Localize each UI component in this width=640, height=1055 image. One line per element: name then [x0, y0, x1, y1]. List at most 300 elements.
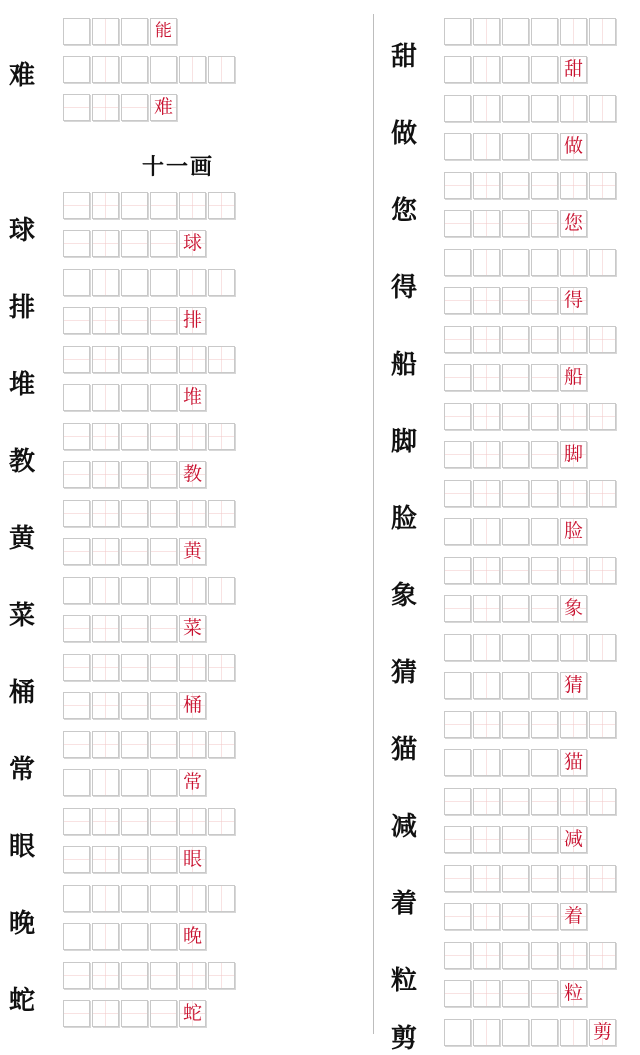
stroke-cell	[444, 326, 471, 353]
headword-char: 堆	[8, 370, 35, 400]
headword-char: 球	[8, 216, 35, 246]
stroke-cell	[121, 1000, 148, 1027]
stroke-glyph	[93, 1001, 118, 1026]
stroke-glyph	[151, 539, 176, 564]
stroke-glyph	[64, 655, 89, 680]
stroke-glyph	[474, 365, 499, 390]
stroke-glyph	[151, 308, 176, 333]
stroke-cell	[150, 56, 177, 83]
stroke-cell	[179, 962, 206, 989]
stroke-glyph	[64, 347, 89, 372]
stroke-glyph	[474, 134, 499, 159]
stroke-glyph	[64, 231, 89, 256]
stroke-cell	[444, 518, 471, 545]
stroke-cell	[473, 1019, 500, 1046]
stroke-glyph	[503, 635, 528, 660]
stroke-cell	[444, 788, 471, 815]
headword-char: 甜	[390, 42, 417, 72]
stroke-cell	[92, 654, 119, 681]
stroke-glyph	[445, 673, 470, 698]
stroke-row	[444, 249, 618, 276]
stroke-glyph	[151, 462, 176, 487]
stroke-cell	[473, 364, 500, 391]
stroke-cell	[179, 885, 206, 912]
stroke-cell	[589, 403, 616, 430]
stroke-cell	[208, 346, 235, 373]
stroke-cell	[444, 133, 471, 160]
stroke-glyph	[532, 866, 557, 891]
stroke-glyph: 教	[182, 463, 202, 485]
headword-char: 晚	[8, 909, 35, 939]
stroke-glyph	[474, 673, 499, 698]
stroke-cell	[473, 788, 500, 815]
stroke-cell	[150, 962, 177, 989]
stroke-glyph	[474, 250, 499, 275]
stroke-row	[444, 942, 618, 969]
stroke-glyph	[503, 827, 528, 852]
stroke-glyph	[561, 250, 586, 275]
stroke-glyph	[209, 578, 234, 603]
stroke-cell	[92, 500, 119, 527]
stroke-cell	[208, 654, 235, 681]
stroke-glyph	[93, 578, 118, 603]
stroke-cell	[121, 230, 148, 257]
stroke-cell	[92, 731, 119, 758]
stroke-glyph	[151, 809, 176, 834]
stroke-cell	[92, 423, 119, 450]
stroke-cell	[444, 56, 471, 83]
stroke-cell	[92, 346, 119, 373]
headword-char: 蛇	[8, 986, 35, 1016]
stroke-glyph	[122, 963, 147, 988]
stroke-cell	[473, 326, 500, 353]
stroke-glyph	[93, 385, 118, 410]
stroke-glyph	[445, 827, 470, 852]
stroke-glyph	[151, 616, 176, 641]
stroke-cell	[444, 1019, 471, 1046]
stroke-glyph	[561, 789, 586, 814]
stroke-glyph	[474, 712, 499, 737]
stroke-cell	[473, 403, 500, 430]
stroke-cell	[444, 249, 471, 276]
stroke-cell	[473, 441, 500, 468]
stroke-cell	[531, 133, 558, 160]
stroke-cell	[531, 749, 558, 776]
stroke-row	[444, 403, 618, 430]
stroke-cell	[63, 846, 90, 873]
stroke-cell	[121, 769, 148, 796]
stroke-glyph	[64, 539, 89, 564]
stroke-row	[63, 230, 208, 257]
stroke-glyph	[93, 193, 118, 218]
stroke-glyph	[445, 96, 470, 121]
stroke-cell	[502, 403, 529, 430]
stroke-cell	[473, 480, 500, 507]
stroke-row	[444, 364, 589, 391]
stroke-cell	[531, 95, 558, 122]
stroke-glyph	[532, 288, 557, 313]
stroke-glyph	[209, 424, 234, 449]
stroke-cell	[63, 731, 90, 758]
stroke-cell	[121, 346, 148, 373]
stroke-glyph: 您	[563, 212, 583, 234]
stroke-glyph	[474, 943, 499, 968]
headword-char: 排	[8, 293, 35, 323]
stroke-cell	[502, 711, 529, 738]
stroke-cell	[63, 423, 90, 450]
stroke-glyph	[64, 770, 89, 795]
stroke-cell	[92, 230, 119, 257]
stroke-cell	[502, 95, 529, 122]
stroke-glyph	[445, 19, 470, 44]
stroke-cell	[531, 980, 558, 1007]
stroke-row	[63, 18, 179, 45]
stroke-cell	[63, 56, 90, 83]
stroke-glyph: 球	[182, 232, 202, 254]
stroke-glyph	[590, 943, 615, 968]
stroke-row	[444, 634, 618, 661]
stroke-glyph	[503, 365, 528, 390]
stroke-glyph	[93, 809, 118, 834]
stroke-glyph	[64, 270, 89, 295]
stroke-row	[63, 692, 208, 719]
stroke-glyph	[151, 501, 176, 526]
stroke-cell	[150, 615, 177, 642]
stroke-glyph	[151, 578, 176, 603]
stroke-glyph: 堆	[182, 386, 202, 408]
stroke-cell	[121, 307, 148, 334]
stroke-glyph	[445, 596, 470, 621]
stroke-glyph	[122, 424, 147, 449]
stroke-row	[63, 577, 237, 604]
stroke-cell	[444, 441, 471, 468]
stroke-cell	[560, 95, 587, 122]
stroke-glyph	[503, 134, 528, 159]
stroke-cell	[473, 595, 500, 622]
stroke-glyph	[122, 308, 147, 333]
stroke-glyph	[151, 57, 176, 82]
stroke-glyph	[445, 712, 470, 737]
stroke-cell	[179, 307, 206, 334]
stroke-glyph	[503, 866, 528, 891]
stroke-cell	[560, 18, 587, 45]
stroke-row	[444, 865, 618, 892]
stroke-cell	[502, 865, 529, 892]
stroke-cell	[502, 749, 529, 776]
stroke-row	[444, 826, 589, 853]
stroke-row	[444, 788, 618, 815]
stroke-cell	[502, 557, 529, 584]
stroke-glyph	[122, 578, 147, 603]
stroke-glyph	[445, 134, 470, 159]
stroke-cell	[589, 711, 616, 738]
stroke-cell	[589, 1019, 616, 1046]
stroke-cell	[63, 962, 90, 989]
stroke-cell	[63, 769, 90, 796]
stroke-cell	[63, 18, 90, 45]
stroke-glyph	[93, 616, 118, 641]
stroke-glyph	[561, 1020, 586, 1045]
stroke-cell	[502, 56, 529, 83]
stroke-glyph	[180, 809, 205, 834]
stroke-glyph	[503, 750, 528, 775]
stroke-glyph	[503, 904, 528, 929]
stroke-cell	[560, 903, 587, 930]
stroke-glyph	[590, 712, 615, 737]
stroke-glyph	[122, 616, 147, 641]
stroke-cell	[473, 56, 500, 83]
stroke-cell	[531, 903, 558, 930]
stroke-glyph	[64, 385, 89, 410]
stroke-cell	[179, 269, 206, 296]
stroke-cell	[444, 287, 471, 314]
stroke-cell	[208, 269, 235, 296]
stroke-glyph	[122, 501, 147, 526]
stroke-cell	[589, 480, 616, 507]
stroke-row	[63, 423, 237, 450]
stroke-row	[444, 441, 589, 468]
stroke-cell	[150, 538, 177, 565]
stroke-glyph	[180, 886, 205, 911]
stroke-glyph	[474, 173, 499, 198]
stroke-row	[444, 711, 618, 738]
stroke-cell	[179, 461, 206, 488]
stroke-cell	[473, 95, 500, 122]
stroke-cell	[63, 230, 90, 257]
stroke-cell	[121, 500, 148, 527]
stroke-cell	[473, 210, 500, 237]
stroke-glyph	[209, 347, 234, 372]
stroke-cell	[150, 346, 177, 373]
stroke-cell	[92, 692, 119, 719]
stroke-cell	[150, 461, 177, 488]
stroke-glyph	[474, 19, 499, 44]
stroke-cell	[531, 56, 558, 83]
stroke-glyph	[532, 134, 557, 159]
stroke-cell	[121, 654, 148, 681]
stroke-cell	[121, 538, 148, 565]
headword-char: 脸	[390, 504, 417, 534]
stroke-row	[444, 172, 618, 199]
stroke-cell	[502, 287, 529, 314]
stroke-cell	[502, 518, 529, 545]
stroke-cell	[63, 538, 90, 565]
stroke-cell	[473, 942, 500, 969]
stroke-glyph	[93, 847, 118, 872]
stroke-cell	[473, 749, 500, 776]
stroke-glyph	[503, 327, 528, 352]
stroke-glyph	[503, 981, 528, 1006]
stroke-glyph	[474, 404, 499, 429]
stroke-glyph	[561, 712, 586, 737]
stroke-glyph	[93, 924, 118, 949]
stroke-cell	[589, 95, 616, 122]
stroke-cell	[179, 384, 206, 411]
stroke-glyph	[503, 712, 528, 737]
stroke-cell	[179, 500, 206, 527]
stroke-cell	[150, 500, 177, 527]
stroke-glyph	[532, 365, 557, 390]
stroke-glyph: 甜	[563, 58, 583, 80]
stroke-glyph	[445, 904, 470, 929]
stroke-glyph	[532, 558, 557, 583]
stroke-glyph: 脸	[563, 520, 583, 542]
stroke-glyph	[64, 616, 89, 641]
stroke-cell	[444, 865, 471, 892]
stroke-cell	[150, 769, 177, 796]
stroke-cell	[589, 788, 616, 815]
stroke-glyph	[561, 481, 586, 506]
stroke-glyph: 船	[563, 366, 583, 388]
stroke-cell	[121, 192, 148, 219]
stroke-glyph	[122, 693, 147, 718]
stroke-cell	[589, 634, 616, 661]
stroke-glyph	[180, 270, 205, 295]
stroke-cell	[531, 711, 558, 738]
stroke-cell	[63, 885, 90, 912]
stroke-glyph	[180, 732, 205, 757]
stroke-cell	[179, 692, 206, 719]
stroke-glyph	[503, 558, 528, 583]
stroke-cell	[502, 1019, 529, 1046]
stroke-cell	[208, 423, 235, 450]
stroke-cell	[473, 826, 500, 853]
stroke-glyph	[532, 327, 557, 352]
stroke-glyph	[503, 404, 528, 429]
stroke-cell	[444, 980, 471, 1007]
stroke-glyph	[445, 327, 470, 352]
stroke-glyph	[209, 57, 234, 82]
stroke-cell	[531, 441, 558, 468]
stroke-glyph	[64, 19, 89, 44]
stroke-cell	[560, 634, 587, 661]
stroke-glyph	[561, 558, 586, 583]
stroke-cell	[473, 518, 500, 545]
stroke-cell	[560, 980, 587, 1007]
stroke-cell	[560, 557, 587, 584]
stroke-cell	[63, 94, 90, 121]
stroke-glyph	[474, 96, 499, 121]
stroke-cell	[179, 538, 206, 565]
stroke-glyph: 象	[563, 597, 583, 619]
stroke-glyph	[474, 211, 499, 236]
headword-char: 教	[8, 447, 35, 477]
stroke-glyph	[93, 501, 118, 526]
stroke-cell	[444, 672, 471, 699]
stroke-cell	[150, 94, 177, 121]
stroke-glyph	[122, 770, 147, 795]
stroke-glyph	[445, 211, 470, 236]
stroke-cell	[121, 461, 148, 488]
stroke-glyph	[532, 712, 557, 737]
stroke-glyph: 眼	[182, 848, 202, 870]
stroke-cell	[589, 865, 616, 892]
stroke-glyph	[503, 943, 528, 968]
stroke-cell	[92, 808, 119, 835]
stroke-glyph: 晚	[182, 925, 202, 947]
stroke-glyph	[64, 193, 89, 218]
stroke-glyph	[503, 442, 528, 467]
stroke-cell	[179, 192, 206, 219]
stroke-cell	[179, 846, 206, 873]
stroke-cell	[63, 346, 90, 373]
headword-char: 象	[390, 581, 417, 611]
headword-char: 黄	[8, 524, 35, 554]
stroke-glyph	[151, 963, 176, 988]
stroke-cell	[560, 133, 587, 160]
stroke-cell	[531, 826, 558, 853]
stroke-row	[63, 654, 237, 681]
stroke-glyph	[561, 96, 586, 121]
stroke-cell	[531, 287, 558, 314]
stroke-glyph	[503, 211, 528, 236]
stroke-cell	[444, 749, 471, 776]
stroke-cell	[531, 865, 558, 892]
stroke-glyph	[532, 596, 557, 621]
stroke-cell	[63, 654, 90, 681]
stroke-glyph	[93, 347, 118, 372]
stroke-row	[444, 56, 589, 83]
stroke-cell	[92, 577, 119, 604]
stroke-cell	[179, 654, 206, 681]
stroke-glyph	[180, 347, 205, 372]
stroke-glyph	[532, 442, 557, 467]
stroke-cell	[502, 364, 529, 391]
stroke-cell	[208, 808, 235, 835]
stroke-glyph	[590, 327, 615, 352]
stroke-cell	[560, 56, 587, 83]
stroke-glyph	[532, 673, 557, 698]
stroke-glyph	[474, 481, 499, 506]
stroke-cell	[121, 94, 148, 121]
stroke-glyph	[503, 789, 528, 814]
stroke-glyph	[122, 270, 147, 295]
stroke-cell	[560, 826, 587, 853]
stroke-glyph	[64, 963, 89, 988]
stroke-glyph	[503, 596, 528, 621]
stroke-cell	[121, 269, 148, 296]
stroke-glyph	[474, 635, 499, 660]
stroke-cell	[444, 18, 471, 45]
stroke-cell	[179, 808, 206, 835]
stroke-cell	[473, 634, 500, 661]
stroke-cell	[121, 885, 148, 912]
stroke-glyph	[209, 732, 234, 757]
stroke-cell	[150, 846, 177, 873]
stroke-cell	[121, 615, 148, 642]
stroke-row	[63, 962, 237, 989]
stroke-glyph	[93, 732, 118, 757]
stroke-cell	[121, 808, 148, 835]
stroke-glyph	[122, 347, 147, 372]
stroke-glyph	[93, 539, 118, 564]
stroke-row	[63, 808, 237, 835]
stroke-cell	[444, 403, 471, 430]
stroke-row	[444, 210, 589, 237]
stroke-row	[444, 1019, 618, 1046]
stroke-glyph	[445, 250, 470, 275]
stroke-glyph: 猜	[563, 674, 583, 696]
stroke-glyph	[180, 424, 205, 449]
stroke-glyph	[209, 809, 234, 834]
stroke-glyph	[122, 462, 147, 487]
stroke-glyph	[474, 904, 499, 929]
stroke-cell	[560, 326, 587, 353]
stroke-glyph: 菜	[182, 617, 202, 639]
stroke-cell	[560, 595, 587, 622]
stroke-row	[63, 384, 208, 411]
stroke-row	[63, 846, 208, 873]
